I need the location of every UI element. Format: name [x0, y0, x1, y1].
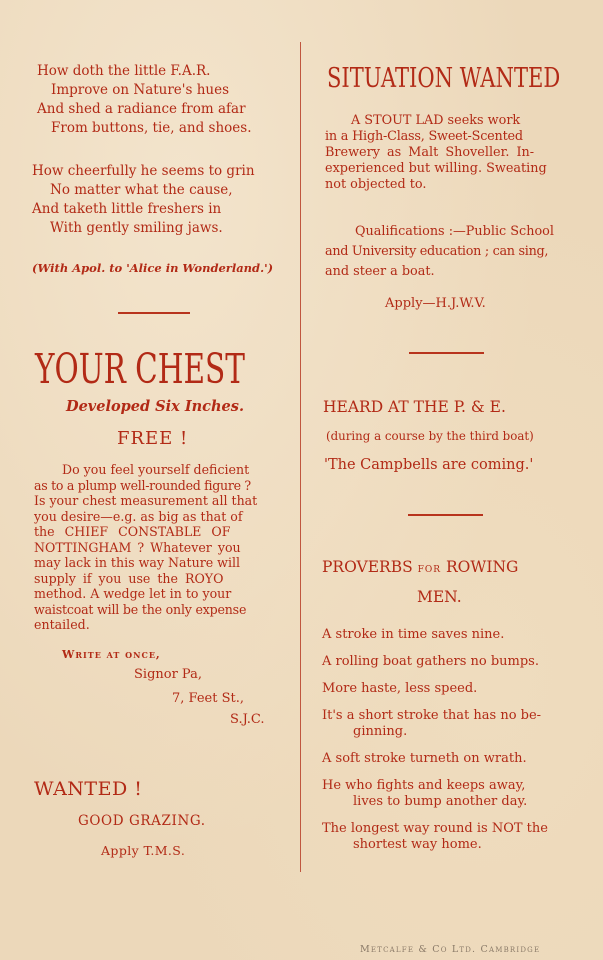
- body-line: Qualifications :—Public School: [355, 224, 554, 239]
- chest-ad-name: Signor Pa,: [134, 667, 202, 682]
- poem-line: From buttons, tie, and shoes.: [51, 120, 252, 136]
- body-line: and steer a boat.: [325, 264, 435, 279]
- body-line: supply if you use the ROYO: [34, 570, 224, 586]
- proverbs-list: [322, 627, 592, 853]
- body-line: experienced but willing. Sweating: [325, 161, 547, 176]
- body-line: waistcoat will be the only expense: [34, 601, 247, 617]
- body-line: may lack in this way Nature will: [34, 555, 241, 570]
- proverbs-title-line-2: MEN.: [417, 588, 462, 606]
- chest-ad-street: 7, Feet St.,: [172, 691, 244, 706]
- wanted-apply: Apply T.M.S.: [101, 843, 186, 858]
- situation-apply: Apply—H.J.W.V.: [385, 296, 486, 311]
- wanted-line: GOOD GRAZING.: [78, 813, 206, 829]
- body-line: as to a plump well-rounded figure ?: [34, 477, 251, 493]
- proverbs-title-line-1: [322, 558, 518, 576]
- poem-stanza-2: [32, 162, 255, 238]
- heard-sub: (during a course by the third boat): [326, 429, 534, 443]
- heard-quote: 'The Campbells are coming.': [324, 457, 534, 473]
- proverb-line: He who fights and keeps away,: [322, 778, 526, 793]
- poem-stanza-1: [37, 62, 252, 138]
- poem-line: With gently smiling jaws.: [50, 220, 223, 236]
- section-rule: [408, 514, 483, 516]
- heard-title: HEARD AT THE P. & E.: [323, 398, 506, 416]
- chest-ad-place: S.J.C.: [230, 712, 265, 727]
- proverb-line: lives to bump another day.: [353, 794, 528, 809]
- poem-line: No matter what the cause,: [50, 182, 233, 198]
- body-line: and University education ; can sing,: [325, 244, 549, 259]
- body-line: Do you feel yourself deficient: [62, 462, 250, 477]
- proverb-line: It's a short stroke that has no be-: [322, 708, 542, 723]
- proverb-item: [322, 778, 592, 810]
- poem-attribution: (With Apol. to 'Alice in Wonderland.'): [32, 261, 274, 275]
- proverb-line: ginning.: [353, 724, 408, 739]
- proverb-item: [322, 821, 592, 853]
- body-line: NOTTINGHAM ? Whatever you: [34, 539, 241, 555]
- body-line: entailed.: [34, 617, 90, 632]
- proverb-item: More haste, less speed.: [322, 681, 478, 696]
- wanted-title: WANTED !: [34, 778, 143, 800]
- poem-line: And taketh little freshers in: [32, 201, 222, 217]
- proverb-item: A stroke in time saves nine.: [322, 627, 505, 642]
- body-line: Brewery as Malt Shoveller. In-: [325, 145, 535, 160]
- section-rule: [409, 352, 484, 354]
- body-line: you desire—e.g. as big as that of: [34, 508, 243, 524]
- body-line: not objected to.: [325, 177, 427, 192]
- body-line: the CHIEF CONSTABLE OF: [34, 524, 231, 539]
- poem-line: And shed a radiance from afar: [37, 101, 246, 117]
- situation-body: [325, 113, 575, 193]
- section-rule: [118, 312, 190, 314]
- chest-ad-free: FREE !: [117, 428, 189, 449]
- body-line: Is your chest measurement all that: [34, 493, 258, 508]
- body-line: A STOUT LAD seeks work: [351, 113, 521, 128]
- proverbs-title-word: for: [417, 560, 442, 575]
- poem-line: How doth the little F.A.R.: [37, 63, 211, 79]
- body-line: in a High-Class, Sweet-Scented: [325, 129, 523, 144]
- proverb-line: shortest way home.: [353, 837, 482, 852]
- poem-line: Improve on Nature's hues: [51, 82, 230, 98]
- body-line: method. A wedge let in to your: [34, 586, 232, 601]
- chest-ad-subtitle: Developed Six Inches.: [66, 398, 244, 415]
- printer-imprint: Metcalfe & Co Ltd. Cambridge: [360, 944, 541, 955]
- chest-ad-title: YOUR CHEST: [35, 345, 245, 393]
- situation-qualifications: [325, 222, 575, 282]
- proverbs-title-word: PROVERBS: [322, 558, 413, 576]
- proverb-line: The longest way round is NOT the: [322, 821, 548, 836]
- proverb-item: A soft stroke turneth on wrath.: [322, 751, 527, 766]
- proverbs-title-word: ROWING: [446, 558, 519, 576]
- chest-ad-body: [34, 462, 276, 633]
- proverb-item: A rolling boat gathers no bumps.: [322, 654, 539, 669]
- chest-ad-write: Write at once,: [62, 648, 161, 661]
- column-divider: [300, 42, 301, 872]
- proverb-item: [322, 708, 592, 740]
- poem-line: How cheerfully he seems to grin: [32, 163, 255, 179]
- situation-title: SITUATION WANTED: [327, 63, 561, 94]
